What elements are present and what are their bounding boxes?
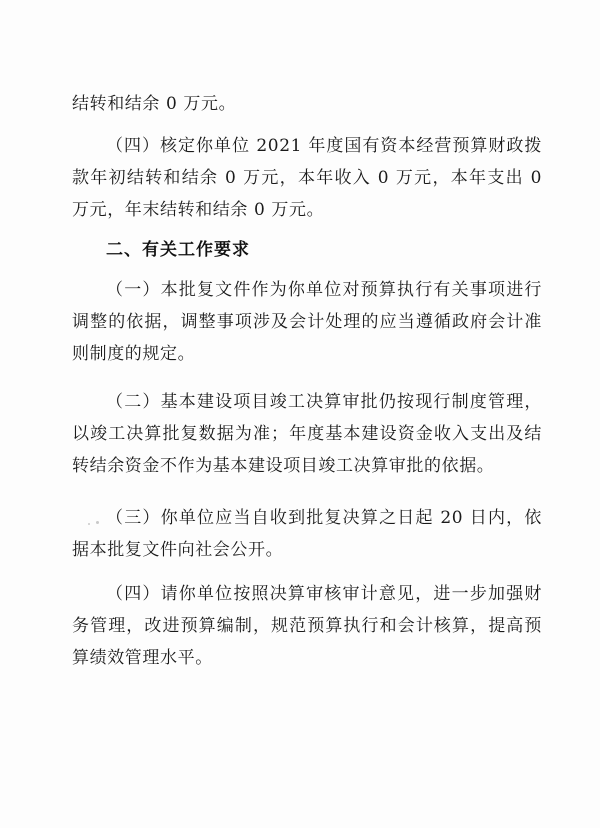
paragraph-requirement-four: （四）请你单位按照决算审核审计意见，进一步加强财务管理，改进预算编制，规范预算执行和会计核算，提高预算绩效管理水平。 — [72, 584, 542, 668]
paragraph-carryover: 结转和结余 0 万元。 — [72, 94, 237, 114]
paragraph-item-four-budget: （四）核定你单位 2021 年度国有资本经营预算财政拨款年初结转和结余 0 万元，本年收入 0 万元，本年支出 0 万元，年末结转和结余 0 万元。 — [72, 136, 542, 220]
paragraph-requirement-two: （二）基本建设项目竣工决算审批仍按现行制度管理，以竣工决算批复数据为准；年度基本建设资金收入支出及结转结余资金不作为基本建设项目竣工决算审批的依据。 — [72, 392, 542, 476]
paragraph-requirement-three: （三）你单位应当自收到批复决算之日起 20 日内，依据本批复文件向社会公开。 — [72, 508, 542, 560]
section-heading: 二、有关工作要求 — [106, 240, 250, 260]
paragraph-requirement-one: （一）本批复文件作为你单位对预算执行有关事项进行调整的依据，调整事项涉及会计处理的应当遵循政府会计准则制度的规定。 — [72, 280, 542, 364]
